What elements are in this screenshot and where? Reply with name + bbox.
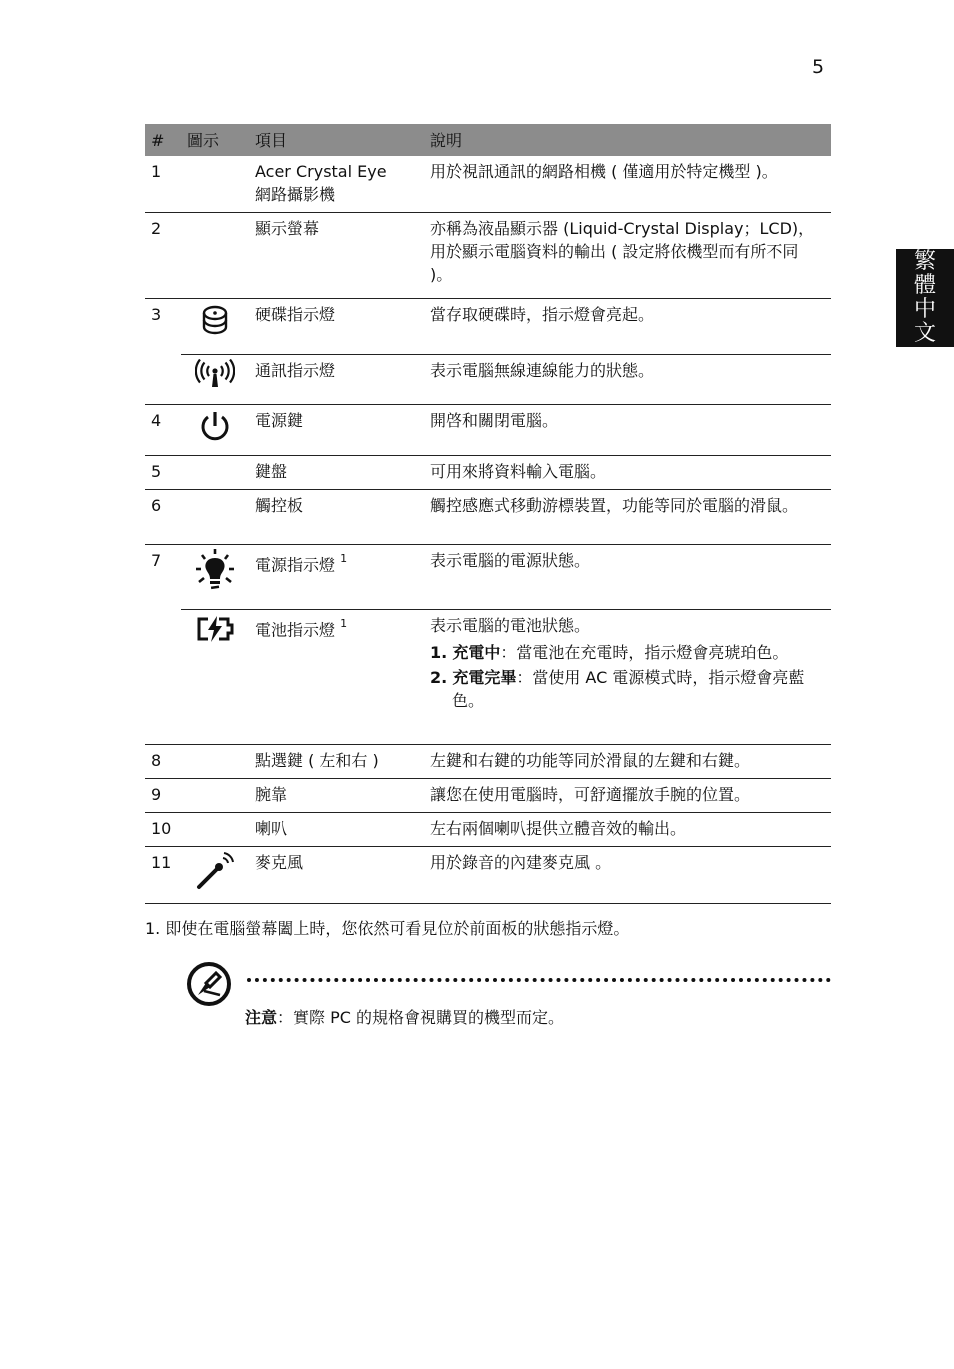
table-row [145,847,831,904]
row-number: 4 [145,405,181,456]
table-row [145,545,831,610]
note-body: ：實際 PC 的規格會視購買的機型而定。 [277,1008,565,1027]
list-item [430,641,825,664]
language-tab-char: 體 [913,273,936,298]
table-row [145,405,831,456]
header-number: # [145,124,181,156]
row-description: 左右兩個喇叭提供立體音效的輸出。 [424,813,831,847]
row-icon-empty [181,156,249,213]
table-row [145,779,831,813]
row-description: 用於視訊通訊的網路相機 ( 僅適用於特定機型 )。 [430,162,778,181]
row-item-text: 電源指示燈 [255,555,336,575]
header-item: 項目 [249,124,424,156]
row-description: 觸控感應式移動游標裝置，功能等同於電腦的滑鼠。 [424,490,831,545]
row-number: 7 [145,545,181,610]
list-item-text: ：當電池在充電時，指示燈會亮琥珀色。 [500,643,789,662]
row-item: 硬碟指示燈 [249,299,424,355]
row-description: 讓您在使用電腦時，可舒適擺放手腕的位置。 [424,779,831,813]
row-number: 3 [145,299,181,355]
note-divider [247,978,831,982]
components-table [145,124,831,904]
row-number: 5 [145,456,181,490]
row-number: 10 [145,813,181,847]
row-icon-empty [181,213,249,299]
battery-status-list [430,641,825,712]
row-item-text: 電池指示燈 [255,620,336,640]
table-row [145,299,831,355]
page-number: 5 [812,56,825,78]
battery-indicator-icon [195,614,235,644]
table-row [145,610,831,745]
row-item: 電源鍵 [249,405,424,456]
row-icon [181,355,249,405]
row-description: 用於錄音的內建麥克風 。 [424,847,831,904]
list-item-label: 充電中 [452,643,501,662]
row-icon [181,545,249,610]
row-number: 9 [145,779,181,813]
list-item [430,666,825,712]
note-icon [186,961,232,1011]
row-item: 麥克風 [249,847,424,904]
row-number: 2 [145,213,181,299]
language-tab-char: 中 [913,297,936,322]
list-item-label: 充電完畢 [452,668,517,687]
row-icon-empty [181,779,249,813]
table-row [145,456,831,490]
row-number: 11 [145,847,181,904]
table-row [145,490,831,545]
language-tab-char: 繁 [913,249,936,274]
row-icon-empty [181,456,249,490]
row-description-text: 表示電腦的電池狀態。 [430,616,591,635]
row-item: 喇叭 [249,813,424,847]
header-description: 說明 [424,124,831,156]
microphone-icon [195,851,235,891]
row-description: 左鍵和右鍵的功能等同於滑鼠的左鍵和右鍵。 [424,745,831,779]
row-icon [181,299,249,355]
wireless-indicator-icon [195,359,235,391]
row-number: 6 [145,490,181,545]
footnote-ref: 1 [340,552,348,565]
list-item-number: 1. [430,643,448,662]
row-description: 當存取硬碟時，指示燈會亮起。 [424,299,831,355]
note-label: 注意 [245,1008,278,1027]
row-icon-empty [181,490,249,545]
power-indicator-icon [193,549,237,595]
row-icon [181,847,249,904]
row-item: 通訊指示燈 [249,355,424,405]
table-row [145,355,831,405]
row-item-line: 網路攝影機 [255,185,336,204]
row-number: 8 [145,745,181,779]
row-item [249,156,424,213]
row-description: 開啓和關閉電腦。 [424,405,831,456]
row-item: 鍵盤 [249,456,424,490]
row-icon [181,610,249,745]
row-number-empty [145,355,181,405]
table-row [145,156,831,213]
row-item: 顯示螢幕 [249,213,424,299]
row-number: 1 [151,162,162,181]
row-icon-empty [181,745,249,779]
row-item: 觸控板 [249,490,424,545]
power-button-icon [199,409,231,443]
row-description: 亦稱為液晶顯示器 (Liquid-Crystal Display；LCD)，用於顯示電腦資料的輸出 ( 設定將依機型而有所不同 )。 [424,213,831,299]
language-tab [896,249,954,347]
table-header-row [145,124,831,156]
table-row [145,745,831,779]
note-text [245,1005,564,1028]
footnote: 1. 即使在電腦螢幕闔上時，您依然可看見位於前面板的狀態指示燈。 [145,919,630,938]
language-tab-char: 文 [913,321,936,346]
table-row [145,213,831,299]
header-icon: 圖示 [181,124,249,156]
row-icon-empty [181,813,249,847]
row-description [424,610,831,745]
row-description: 可用來將資料輸入電腦。 [424,456,831,490]
row-item [249,610,424,745]
row-number-empty [145,610,181,745]
row-icon [181,405,249,456]
list-item-number: 2. [430,668,448,687]
footnote-ref: 1 [340,617,348,630]
list-item-text: ：當使用 AC 電源模式時，指示燈會亮藍色。 [452,668,805,710]
row-description: 表示電腦的電源狀態。 [424,545,831,610]
hdd-indicator-icon [200,303,230,337]
row-item: 腕靠 [249,779,424,813]
table-row [145,813,831,847]
row-item: 點選鍵 ( 左和右 ) [249,745,424,779]
row-item-line: Acer Crystal Eye [255,162,387,181]
row-item [249,545,424,610]
row-description: 表示電腦無線連線能力的狀態。 [424,355,831,405]
